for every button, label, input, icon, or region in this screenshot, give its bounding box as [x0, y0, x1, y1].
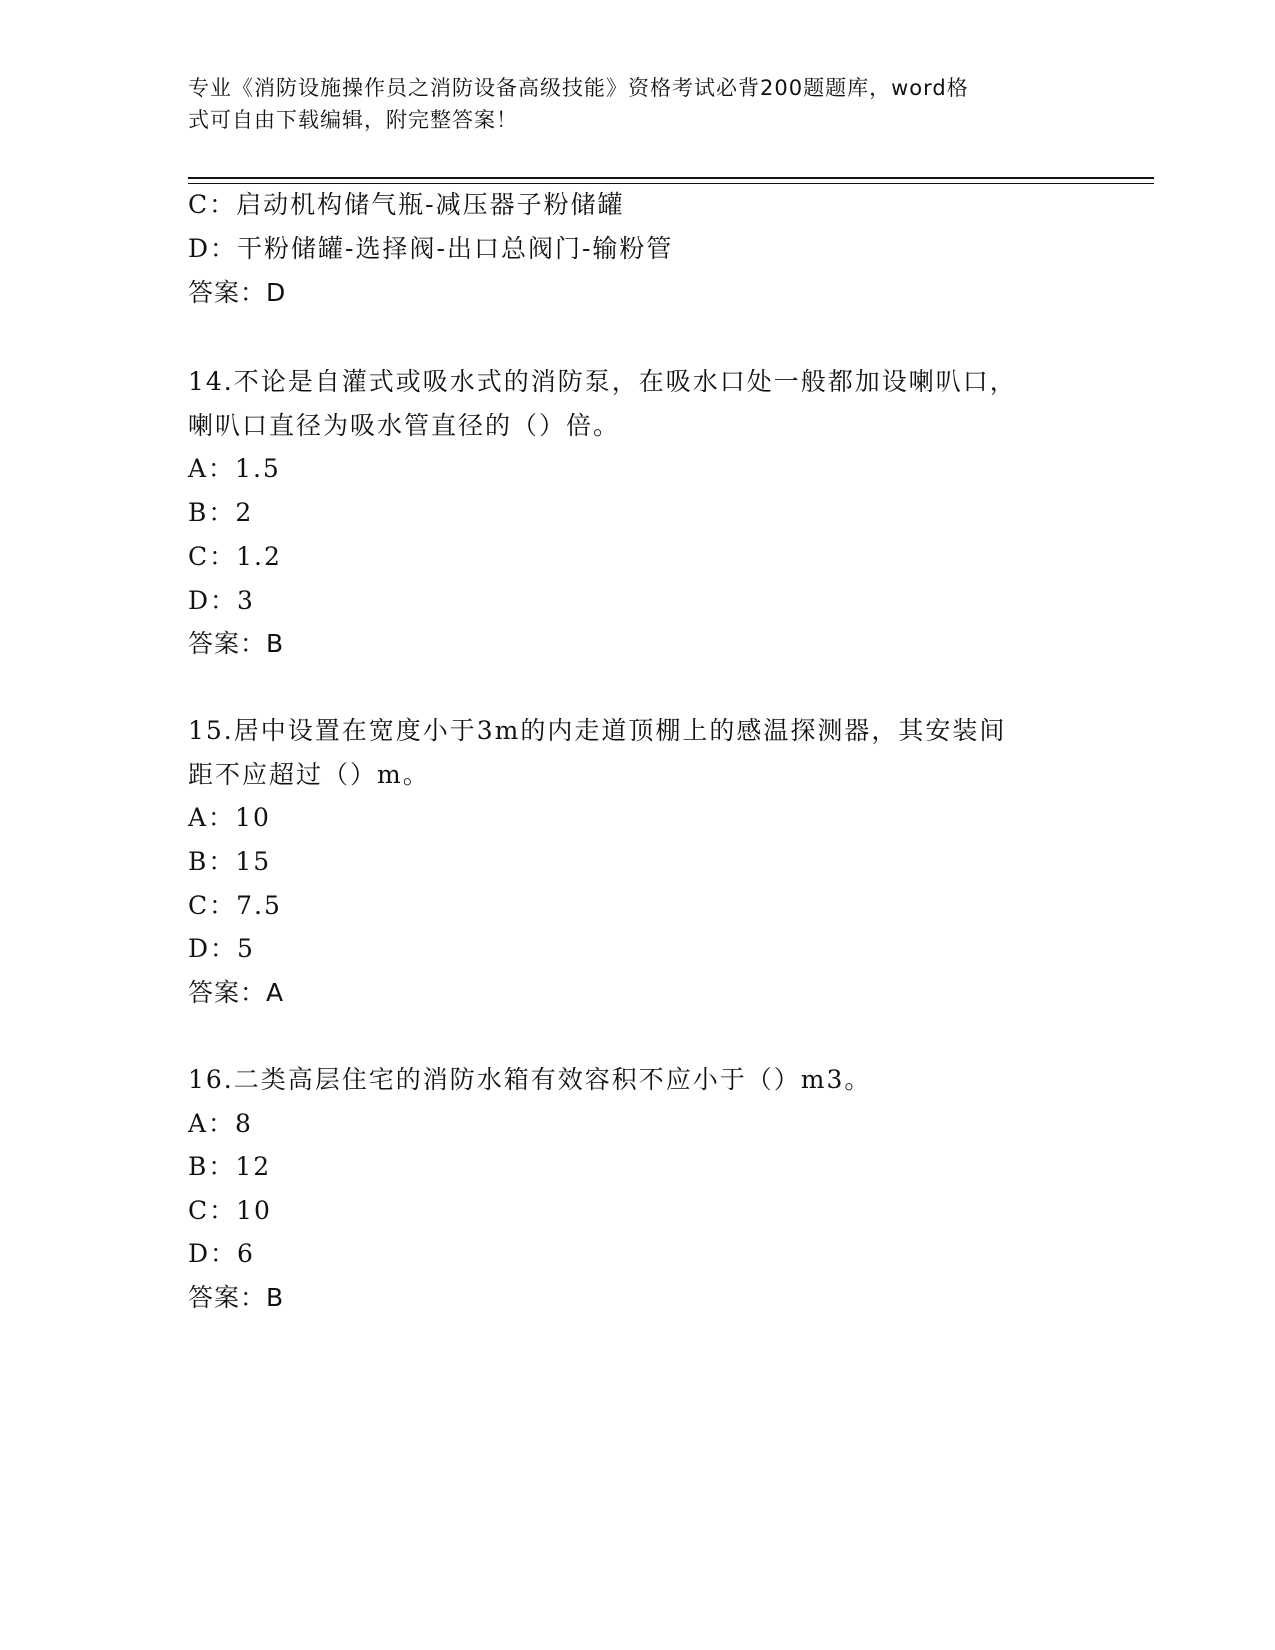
q15-answer: 答案：A	[188, 978, 285, 1007]
header-title-line-1: 专业《消防设施操作员之消防设备高级技能》资格考试必背200题题库，word格	[188, 76, 969, 100]
q16-option-c: C：10	[188, 1196, 272, 1225]
q16-answer: 答案：B	[188, 1283, 285, 1312]
q16-option-d: D：6	[188, 1239, 255, 1268]
q15-option-a: A：10	[188, 803, 271, 832]
header-divider-thick	[188, 177, 1154, 179]
header-divider-thin	[188, 183, 1154, 184]
q15-stem-line-1: 15.居中设置在宽度小于3m的内走道顶棚上的感温探测器，其安装间	[188, 716, 1007, 745]
q14-option-c: C：1.2	[188, 542, 282, 571]
q13-option-c: C：启动机构储气瓶-减压器子粉储罐	[188, 190, 625, 219]
q14-option-b: B：2	[188, 498, 254, 527]
q14-stem-line-1: 14.不论是自灌式或吸水式的消防泵，在吸水口处一般都加设喇叭口，	[188, 367, 1017, 396]
q14-answer: 答案：B	[188, 629, 285, 658]
q14-option-d: D：3	[188, 586, 255, 615]
q15-stem-line-2: 距不应超过（）m。	[188, 760, 430, 789]
q16-option-b: B：12	[188, 1152, 272, 1181]
document-header	[188, 72, 1068, 136]
q15-option-c: C：7.5	[188, 891, 282, 920]
q13-option-d: D：干粉储罐-选择阀-出口总阀门-输粉管	[188, 234, 674, 263]
q14-option-a: A：1.5	[188, 454, 281, 483]
q15-option-d: D：5	[188, 934, 255, 963]
q14-stem-line-2: 喇叭口直径为吸水管直径的（）倍。	[188, 411, 621, 440]
q15-option-b: B：15	[188, 847, 272, 876]
q13-answer: 答案：D	[188, 278, 287, 307]
q16-stem-line-1: 16.二类高层住宅的消防水箱有效容积不应小于（）m3。	[188, 1065, 872, 1094]
q16-option-a: A：8	[188, 1109, 253, 1138]
header-title-line-2: 式可自由下载编辑，附完整答案！	[188, 108, 518, 132]
